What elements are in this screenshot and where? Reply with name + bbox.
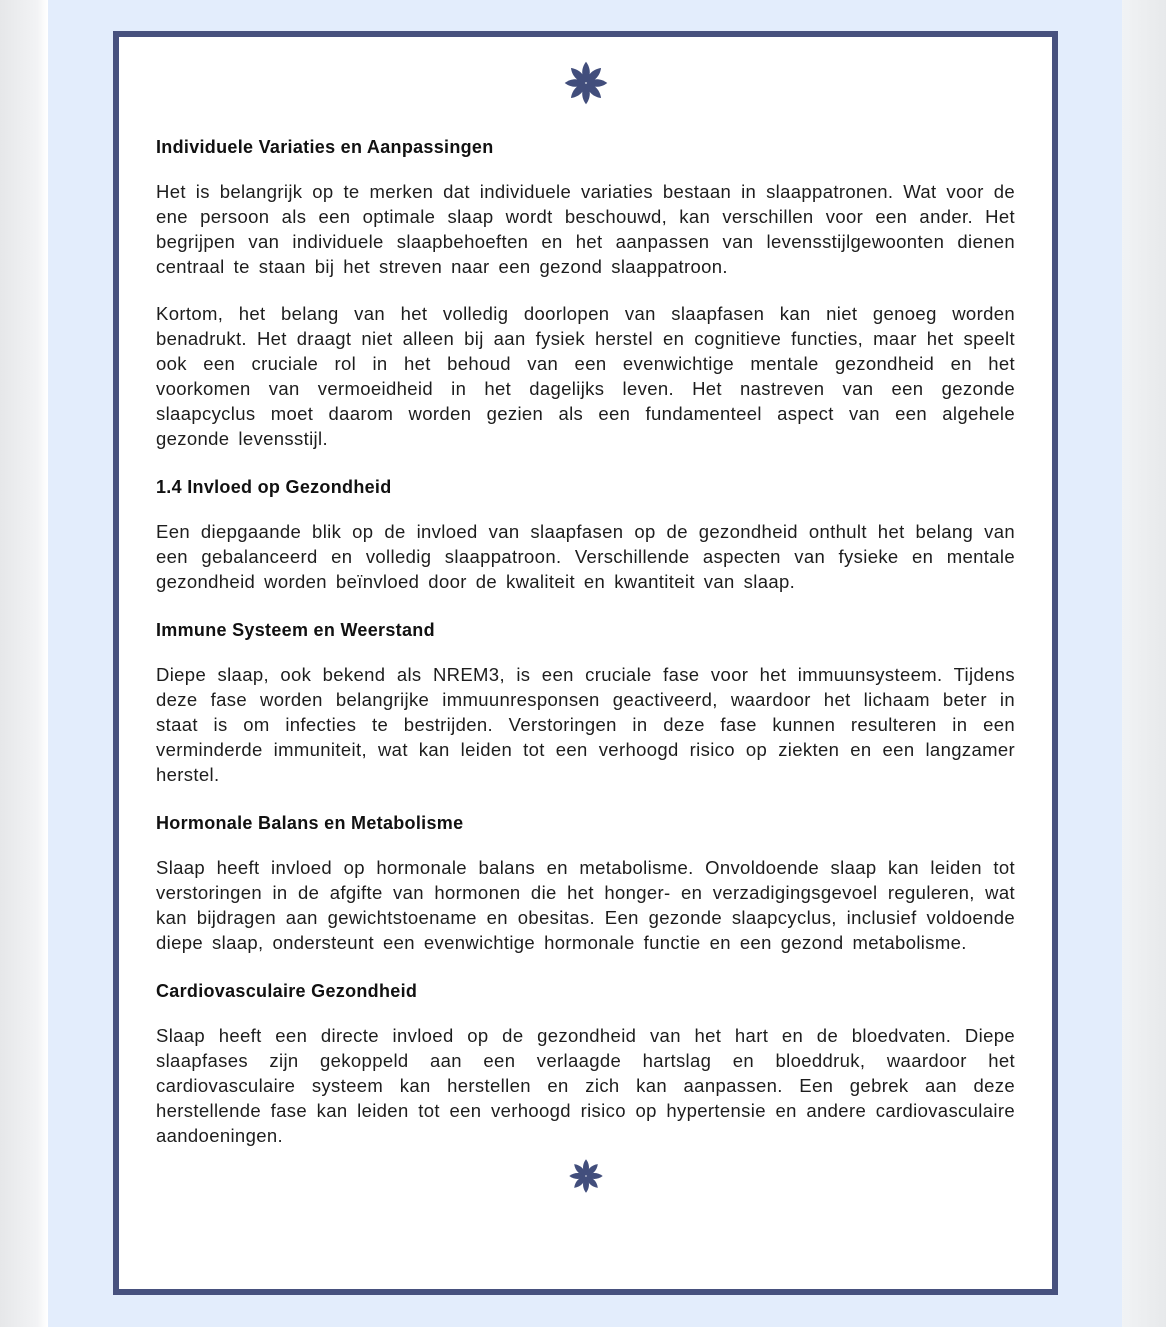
flower-asterisk-icon — [156, 55, 1015, 111]
flower-asterisk-icon — [156, 1154, 1015, 1198]
left-gutter — [0, 0, 48, 1327]
document-page — [113, 31, 1058, 1295]
section-heading-immune-systeem: Immune Systeem en Weerstand — [156, 620, 435, 640]
section-heading-individuele-variaties: Individuele Variaties en Aanpassingen — [156, 137, 494, 157]
body-paragraph: Een diepgaande blik op de invloed van slaapfasen op de gezondheid onthult het belang van een gebalanceerd en volledig slaappatroon. Verschillende aspecten van fysieke en mentale gezondheid worden beïnvloed door de kwaliteit en kwantiteit van slaap. — [156, 521, 1015, 592]
body-paragraph: Slaap heeft invloed op hormonale balans en metabolisme. Onvoldoende slaap kan leiden tot verstoringen in de afgifte van hormonen die het honger- en verzadigingsgevoel reguleren, wat kan bijdragen aan gewichtstoename en obesitas. Een gezonde slaapcyclus, inclusief voldoende diepe slaap, ondersteunt een evenwichtige hormonale functie en een gezond metabolisme. — [156, 857, 1015, 953]
section-heading-cardiovasculaire-gezondheid: Cardiovasculaire Gezondheid — [156, 981, 418, 1001]
right-gutter — [1122, 0, 1166, 1327]
body-paragraph: Slaap heeft een directe invloed op de gezondheid van het hart en de bloedvaten. Diepe slaapfases zijn gekoppeld aan een verlaagde hartslag en bloeddruk, waardoor het cardiovasculaire systeem kan herstellen en zich kan aanpassen. Een gebrek aan deze herstellende fase kan leiden tot een verhoogd risico op hypertensie en andere cardiovasculaire aandoeningen. — [156, 1025, 1015, 1146]
section-heading-invloed-op-gezondheid: 1.4 Invloed op Gezondheid — [156, 477, 392, 497]
body-paragraph: Diepe slaap, ook bekend als NREM3, is een cruciale fase voor het immuunsysteem. Tijdens deze fase worden belangrijke immuunresponsen geactiveerd, waardoor het lichaam beter in staat is om infecties te bestrijden. Verstoringen in deze fase kunnen resulteren in een verminderde immuniteit, wat kan leiden tot een verhoogd risico op ziekten en een langzamer herstel. — [156, 664, 1015, 785]
section-heading-hormonale-balans: Hormonale Balans en Metabolisme — [156, 813, 464, 833]
body-paragraph: Het is belangrijk op te merken dat individuele variaties bestaan in slaappatronen. Wat voor de ene persoon als een optimale slaap wordt beschouwd, kan verschillen voor een ander. Het begrijpen van individuele slaapbehoeften en het aanpassen van levensstijlgewoonten dienen centraal te staan bij het streven naar een gezond slaappatroon. — [156, 181, 1015, 277]
body-paragraph: Kortom, het belang van het volledig doorlopen van slaapfasen kan niet genoeg worden benadrukt. Het draagt niet alleen bij aan fysiek herstel en cognitieve functies, maar het speelt ook een cruciale rol in het behoud van een evenwichtige mentale gezondheid en het voorkomen van vermoeidheid in het dagelijks leven. Het nastreven van een gezonde slaapcyclus moet daarom worden gezien als een fundamenteel aspect van een algehele gezonde levensstijl. — [156, 303, 1015, 449]
